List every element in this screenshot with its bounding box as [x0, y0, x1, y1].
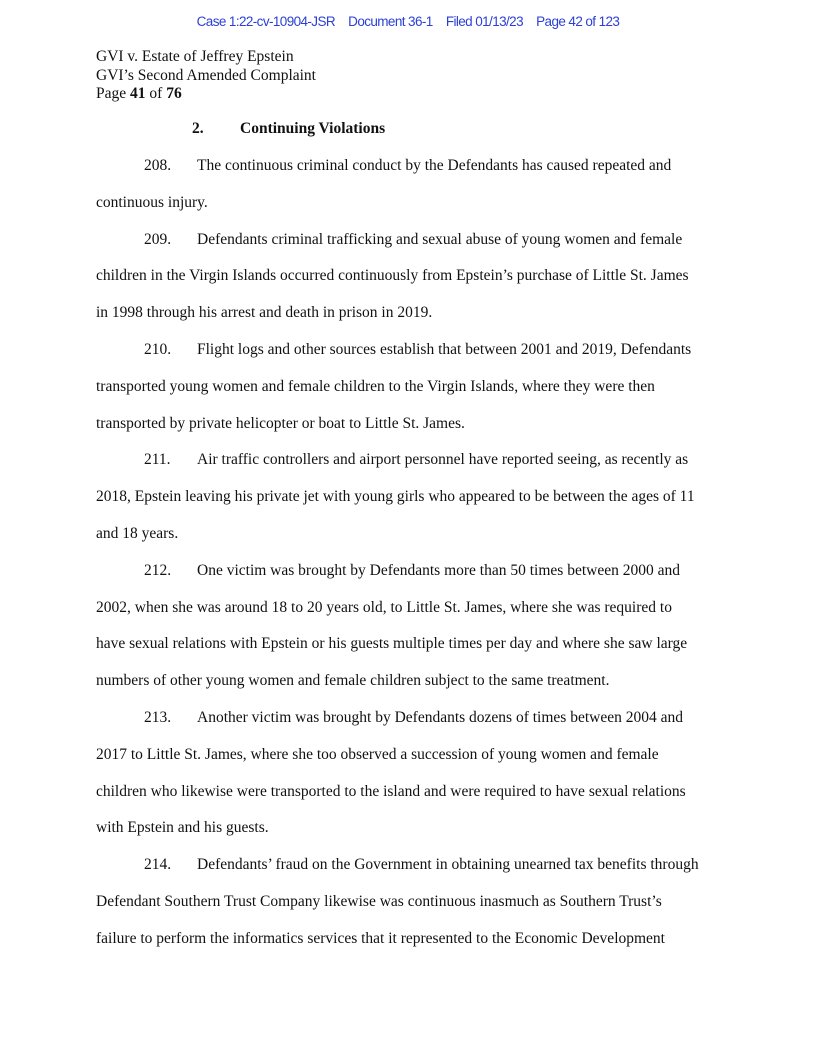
paragraph-first-line — [144, 451, 688, 469]
paragraph-first-line — [144, 856, 699, 874]
paragraph-first-line — [144, 341, 691, 359]
document-caption — [96, 48, 316, 104]
paragraph-text: The continuous criminal conduct by the Defendants has caused repeated and — [197, 157, 672, 174]
paragraph-number: 209. — [144, 230, 172, 248]
paragraph-number: 213. — [144, 709, 172, 726]
section-number: 2. — [192, 120, 204, 137]
stamp-page-number: Page 42 of 123 — [536, 14, 620, 29]
paragraph-number: 212. — [144, 561, 172, 579]
paragraph-line: with Epstein and his guests. — [96, 819, 269, 837]
page-total: 76 — [166, 85, 182, 103]
section-title: Continuing Violations — [240, 120, 386, 137]
stamp-case-number: Case 1:22-cv-10904-JSR — [196, 14, 336, 29]
paragraph-text: Defendants’ fraud on the Government in obtaining unearned tax benefits through — [197, 856, 699, 874]
paragraph-line: failure to perform the informatics services that it represented to the Economic Development — [96, 929, 665, 947]
paragraph-line: have sexual relations with Epstein or his guests multiple times per day and where she saw large — [96, 635, 688, 653]
court-filing-header-stamp — [0, 14, 816, 29]
paragraph-line: 2002, when she was around 18 to 20 years old, to Little St. James, where she was required to — [96, 598, 672, 616]
paragraph-line: Defendant Southern Trust Company likewise was continuous inasmuch as Southern Trust’s — [96, 893, 662, 910]
paragraph-number: 208. — [144, 157, 172, 174]
paragraph-line: children in the Virgin Islands occurred continuously from Epstein’s purchase of Little St. James — [96, 267, 689, 285]
paragraph-number: 211. — [144, 451, 171, 469]
page-number: 41 — [130, 85, 146, 103]
paragraph-line: and 18 years. — [96, 525, 179, 542]
paragraph-first-line — [144, 231, 682, 249]
paragraph-line: in 1998 through his arrest and death in prison in 2019. — [96, 304, 433, 322]
paragraph-line: 2017 to Little St. James, where she too observed a succession of young women and female — [96, 745, 659, 763]
paragraph-text: One victim was brought by Defendants more than 50 times between 2000 and — [197, 561, 680, 579]
paragraph-first-line — [144, 562, 680, 580]
paragraph-text: Air traffic controllers and airport personnel have reported seeing, as recently as — [197, 451, 689, 469]
paragraph-line: 2018, Epstein leaving his private jet with young girls who appeared to be between the ages of 11 — [96, 488, 695, 506]
paragraph-first-line — [144, 157, 671, 175]
paragraph-line: children who likewise were transported to the island and were required to have sexual relations — [96, 782, 686, 800]
paragraph-line: transported by private helicopter or boat to Little St. James. — [96, 414, 465, 432]
caption-case-title: GVI v. Estate of Jeffrey Epstein — [96, 48, 294, 65]
section-heading — [192, 120, 385, 138]
paragraph-text: Another victim was brought by Defendants dozens of times between 2004 and — [197, 709, 683, 726]
paragraph-text: Flight logs and other sources establish that between 2001 and 2019, Defendants — [197, 341, 692, 358]
paragraph-text: Defendants criminal trafficking and sexual abuse of young women and female — [197, 230, 683, 248]
paragraph-line: numbers of other young women and female children subject to the same treatment. — [96, 672, 610, 690]
paragraph-first-line — [144, 709, 683, 727]
caption-page-indicator — [96, 85, 316, 104]
caption-document-title: GVI’s Second Amended Complaint — [96, 66, 316, 84]
page-prefix: Page — [96, 85, 131, 103]
page-of: of — [145, 85, 167, 103]
paragraph-line: continuous injury. — [96, 193, 208, 211]
paragraph-line: transported young women and female children to the Virgin Islands, where they were then — [96, 377, 655, 395]
stamp-filed-date: Filed 01/13/23 — [445, 14, 523, 29]
paragraph-number: 210. — [144, 341, 172, 358]
stamp-document-number: Document 36-1 — [348, 14, 433, 29]
paragraph-number: 214. — [144, 856, 172, 874]
